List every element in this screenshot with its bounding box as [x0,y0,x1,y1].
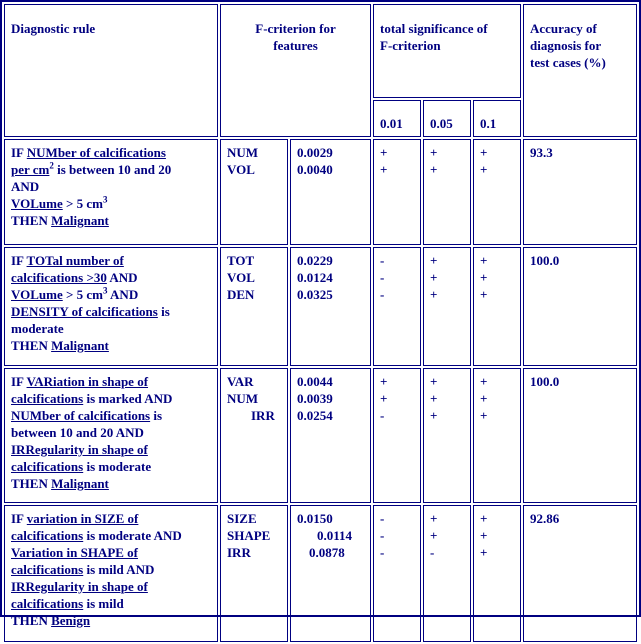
diagnostic-rules-table [2,2,639,644]
header-accuracy-line-1: Accuracy of [530,21,597,36]
rule-text: IRRegularity in shape of [11,442,148,457]
rule-cell [4,139,218,245]
rule-text: calcifications [11,562,84,577]
f-value: 0.0040 [297,162,333,177]
sig-001-cell [373,368,421,503]
rule-text: is [157,304,170,319]
sig-mark: + [430,511,438,526]
sig-mark: - [380,287,385,302]
rule-text: > 5 cm [62,196,104,211]
f-value: 0.0039 [297,391,333,406]
header-significance-line-2: F-criterion [380,38,441,53]
sig-mark: - [430,545,435,560]
rule-text: calcifications [11,391,84,406]
rule-text: variation in SIZE of [26,511,139,526]
rule-line [11,544,211,561]
rule-text: THEN [11,613,52,628]
rule-line [11,373,211,390]
sig-mark: - [380,253,385,268]
features-cell [220,368,288,503]
f-value: 0.0029 [297,145,333,160]
table-row [4,505,637,642]
rule-line [11,407,211,424]
rule-line [11,178,211,195]
rule-line [11,269,211,286]
rule-superscript: 3 [103,285,108,296]
rule-cell [4,247,218,366]
f-value: 0.0124 [297,270,333,285]
sig-mark: + [480,528,488,543]
accuracy-cell: 100.0 [523,247,637,366]
rule-text: Variation in SHAPE of [11,545,139,560]
feature-name: NUM [227,391,259,406]
feature-name: IRR [227,545,251,560]
rule-text: between 10 and 20 AND [11,425,144,440]
sig-mark: + [430,374,438,389]
rule-text: is moderate [83,459,152,474]
rule-line [11,475,211,492]
rule-text: IF [11,511,27,526]
f-value: 0.0114 [317,528,353,543]
sig-01-cell [473,139,521,245]
rule-text: Malignant [51,476,109,491]
rule-line [11,286,211,303]
sig-mark: + [480,545,488,560]
rule-text: Benign [51,613,91,628]
table-row [4,139,637,245]
sig-mark: + [430,528,438,543]
rule-line [11,578,211,595]
features-cell [220,139,288,245]
rule-line [11,337,211,354]
rule-text: VARiation in shape of [26,374,149,389]
sig-mark: + [480,162,488,177]
table-row [4,368,637,503]
accuracy-cell: 92.86 [523,505,637,642]
table-row [4,247,637,366]
feature-name: TOT [227,253,255,268]
rule-text: IF [11,374,27,389]
sig-mark: + [480,391,488,406]
rule-text: per cm [11,162,50,177]
rule-text: calcifications >30 [11,270,107,285]
f-value: 0.0254 [297,408,333,423]
rule-line [11,252,211,269]
feature-name: VOL [227,270,255,285]
rule-text: THEN [11,338,52,353]
sig-01-cell [473,505,521,642]
header-f-criterion [220,4,371,137]
rule-text: moderate [11,321,64,336]
sig-mark: + [380,145,388,160]
sig-005-cell [423,139,471,245]
sig-mark: + [430,162,438,177]
rule-line [11,424,211,441]
sig-001-cell [373,139,421,245]
sig-mark: + [430,391,438,406]
sig-mark: - [380,511,385,526]
rule-text: DENSITY of calcifications [11,304,158,319]
sig-01-cell [473,368,521,503]
rule-superscript: 3 [103,194,108,205]
header-significance-line-1: total significance of [380,21,488,36]
rule-line [11,561,211,578]
f-value: 0.0044 [297,374,333,389]
feature-name: IRR [251,408,275,423]
rule-text: IF [11,145,27,160]
rule-line [11,595,211,612]
sig-mark: + [480,511,488,526]
header-accuracy-line-2: diagnosis for [530,38,602,53]
header-f-criterion-line-2: features [273,38,318,53]
rule-line [11,144,211,161]
rule-line [11,303,211,320]
rule-text: is moderate AND [83,528,182,543]
sig-mark: + [480,408,488,423]
header-diagnostic-rule-text: Diagnostic rule [11,21,96,36]
features-cell [220,247,288,366]
rule-text: is marked AND [83,391,173,406]
rule-superscript: 2 [49,160,54,171]
accuracy-cell: 100.0 [523,368,637,503]
rule-text: NUMber of calcifications [26,145,166,160]
sig-mark: + [480,253,488,268]
f-value: 0.0878 [309,545,345,560]
sig-mark: + [380,391,388,406]
rule-text: VOLume [11,196,63,211]
rule-text: calcifications [11,528,84,543]
header-row [4,4,637,98]
sig-mark: + [380,162,388,177]
rule-line [11,212,211,229]
sig-mark: + [480,374,488,389]
rule-text: calcifications [11,459,84,474]
header-f-criterion-line-1: F-criterion for [255,21,336,36]
sig-mark: + [480,145,488,160]
feature-name: SIZE [227,511,257,526]
rule-text: AND [106,270,138,285]
sig-005-cell [423,505,471,642]
rule-text: is mild AND [83,562,155,577]
f-value: 0.0229 [297,253,333,268]
feature-name: VAR [227,374,254,389]
feature-name: DEN [227,287,255,302]
sig-001-cell [373,247,421,366]
rule-line [11,195,211,212]
rule-line [11,390,211,407]
header-diagnostic-rule [4,4,218,137]
sig-005-cell [423,247,471,366]
sig-mark: + [430,287,438,302]
f-values-cell [290,139,371,245]
rule-line [11,510,211,527]
rule-text: IRRegularity in shape of [11,579,148,594]
f-value: 0.0325 [297,287,333,302]
rule-text: Malignant [51,338,109,353]
rule-line [11,161,211,178]
rule-text: is between 10 and 20 [53,162,172,177]
features-cell [220,505,288,642]
f-values-cell [290,247,371,366]
header-level-01: 0.1 [473,100,521,137]
header-total-significance [373,4,521,98]
f-values-cell [290,368,371,503]
rule-line [11,527,211,544]
rule-text: TOTal number of [26,253,124,268]
sig-01-cell [473,247,521,366]
header-accuracy-line-3: test cases (%) [530,55,606,70]
sig-mark: - [380,528,385,543]
rule-text: IF [11,253,27,268]
sig-mark: - [380,408,385,423]
rule-cell [4,505,218,642]
rule-line [11,612,211,629]
rule-line [11,458,211,475]
accuracy-cell: 93.3 [523,139,637,245]
sig-mark: + [480,287,488,302]
f-value: 0.0150 [297,511,333,526]
f-values-cell [290,505,371,642]
rule-text: Malignant [51,213,109,228]
rule-cell [4,368,218,503]
feature-name: SHAPE [227,528,271,543]
sig-mark: + [430,408,438,423]
rule-text: AND [11,179,40,194]
header-accuracy [523,4,637,137]
rule-text: THEN [11,213,52,228]
rule-text: > 5 cm [62,287,104,302]
sig-mark: + [430,270,438,285]
rule-line [11,320,211,337]
header-level-001: 0.01 [373,100,421,137]
sig-mark: + [430,145,438,160]
feature-name: VOL [227,162,255,177]
sig-001-cell [373,505,421,642]
rule-text: is mild [83,596,124,611]
sig-005-cell [423,368,471,503]
sig-mark: + [380,374,388,389]
rule-text: is [150,408,163,423]
rule-line [11,441,211,458]
sig-mark: - [380,270,385,285]
rule-text: AND [107,287,139,302]
rule-text: VOLume [11,287,63,302]
feature-name: NUM [227,145,259,160]
rule-text: NUMber of calcifications [11,408,151,423]
sig-mark: + [480,270,488,285]
rule-text: calcifications [11,596,84,611]
sig-mark: - [380,545,385,560]
rule-text: THEN [11,476,52,491]
header-level-005: 0.05 [423,100,471,137]
sig-mark: + [430,253,438,268]
